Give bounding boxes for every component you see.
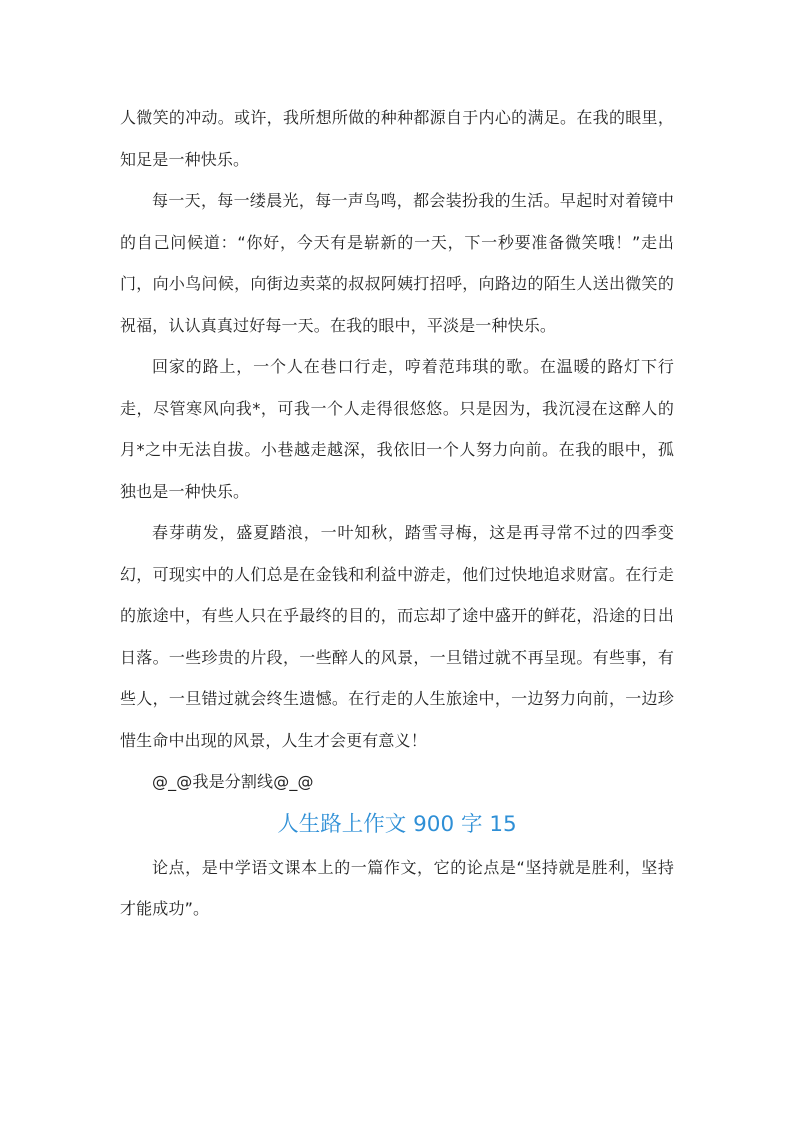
paragraph-way-home: 回家的路上，一个人在巷口行走，哼着范玮琪的歌。在温暖的路灯下行走，尽管寒风向我*，可我一个人走得很悠悠。只是因为，我沉浸在这醉人的月*之中无法自拔。小巷越走越深，我依旧一个人努力向前。在我的眼中，孤独也是一种快乐。 (120, 357, 674, 501)
section-heading: 人生路上作文 900 字 15 (277, 811, 517, 837)
paragraph-continued: 人微笑的冲动。或许，我所想所做的种种都源自于内心的满足。在我的眼里，知足是一种快乐。 (120, 108, 674, 169)
document-page (120, 97, 674, 930)
paragraph-seasons: 春芽萌发，盛夏踏浪，一叶知秋，踏雪寻梅，这是再寻常不过的四季变幻，可现实中的人们总是在金钱和利益中游走，他们过快地追求财富。在行走的旅途中，有些人只在乎最终的目的，而忘却了途中盛开的鲜花，沿途的日出日落。一些珍贵的片段，一些醉人的风景，一旦错过就不再呈现。有些事，有些人，一旦错过就会终生遗憾。在行走的人生旅途中，一边努力向前，一边珍惜生命中出现的风景，人生才会更有意义！ (120, 523, 674, 750)
paragraph-argument: 论点，是中学语文课本上的一篇作文，它的论点是“坚持就是胜利，坚持才能成功”。 (120, 857, 674, 918)
paragraph-every-day: 每一天，每一缕晨光，每一声鸟鸣，都会装扮我的生活。早起时对着镜中的自己问候道：“你好，今天有是崭新的一天，下一秒要准备微笑哦！”走出门，向小鸟问候，向街边卖菜的叔叔阿姨打招呼，向路边的陌生人送出微笑的祝福，认认真真过好每一天。在我的眼中，平淡是一种快乐。 (120, 191, 674, 335)
divider-text: @_@我是分割线@_@ (152, 772, 314, 791)
